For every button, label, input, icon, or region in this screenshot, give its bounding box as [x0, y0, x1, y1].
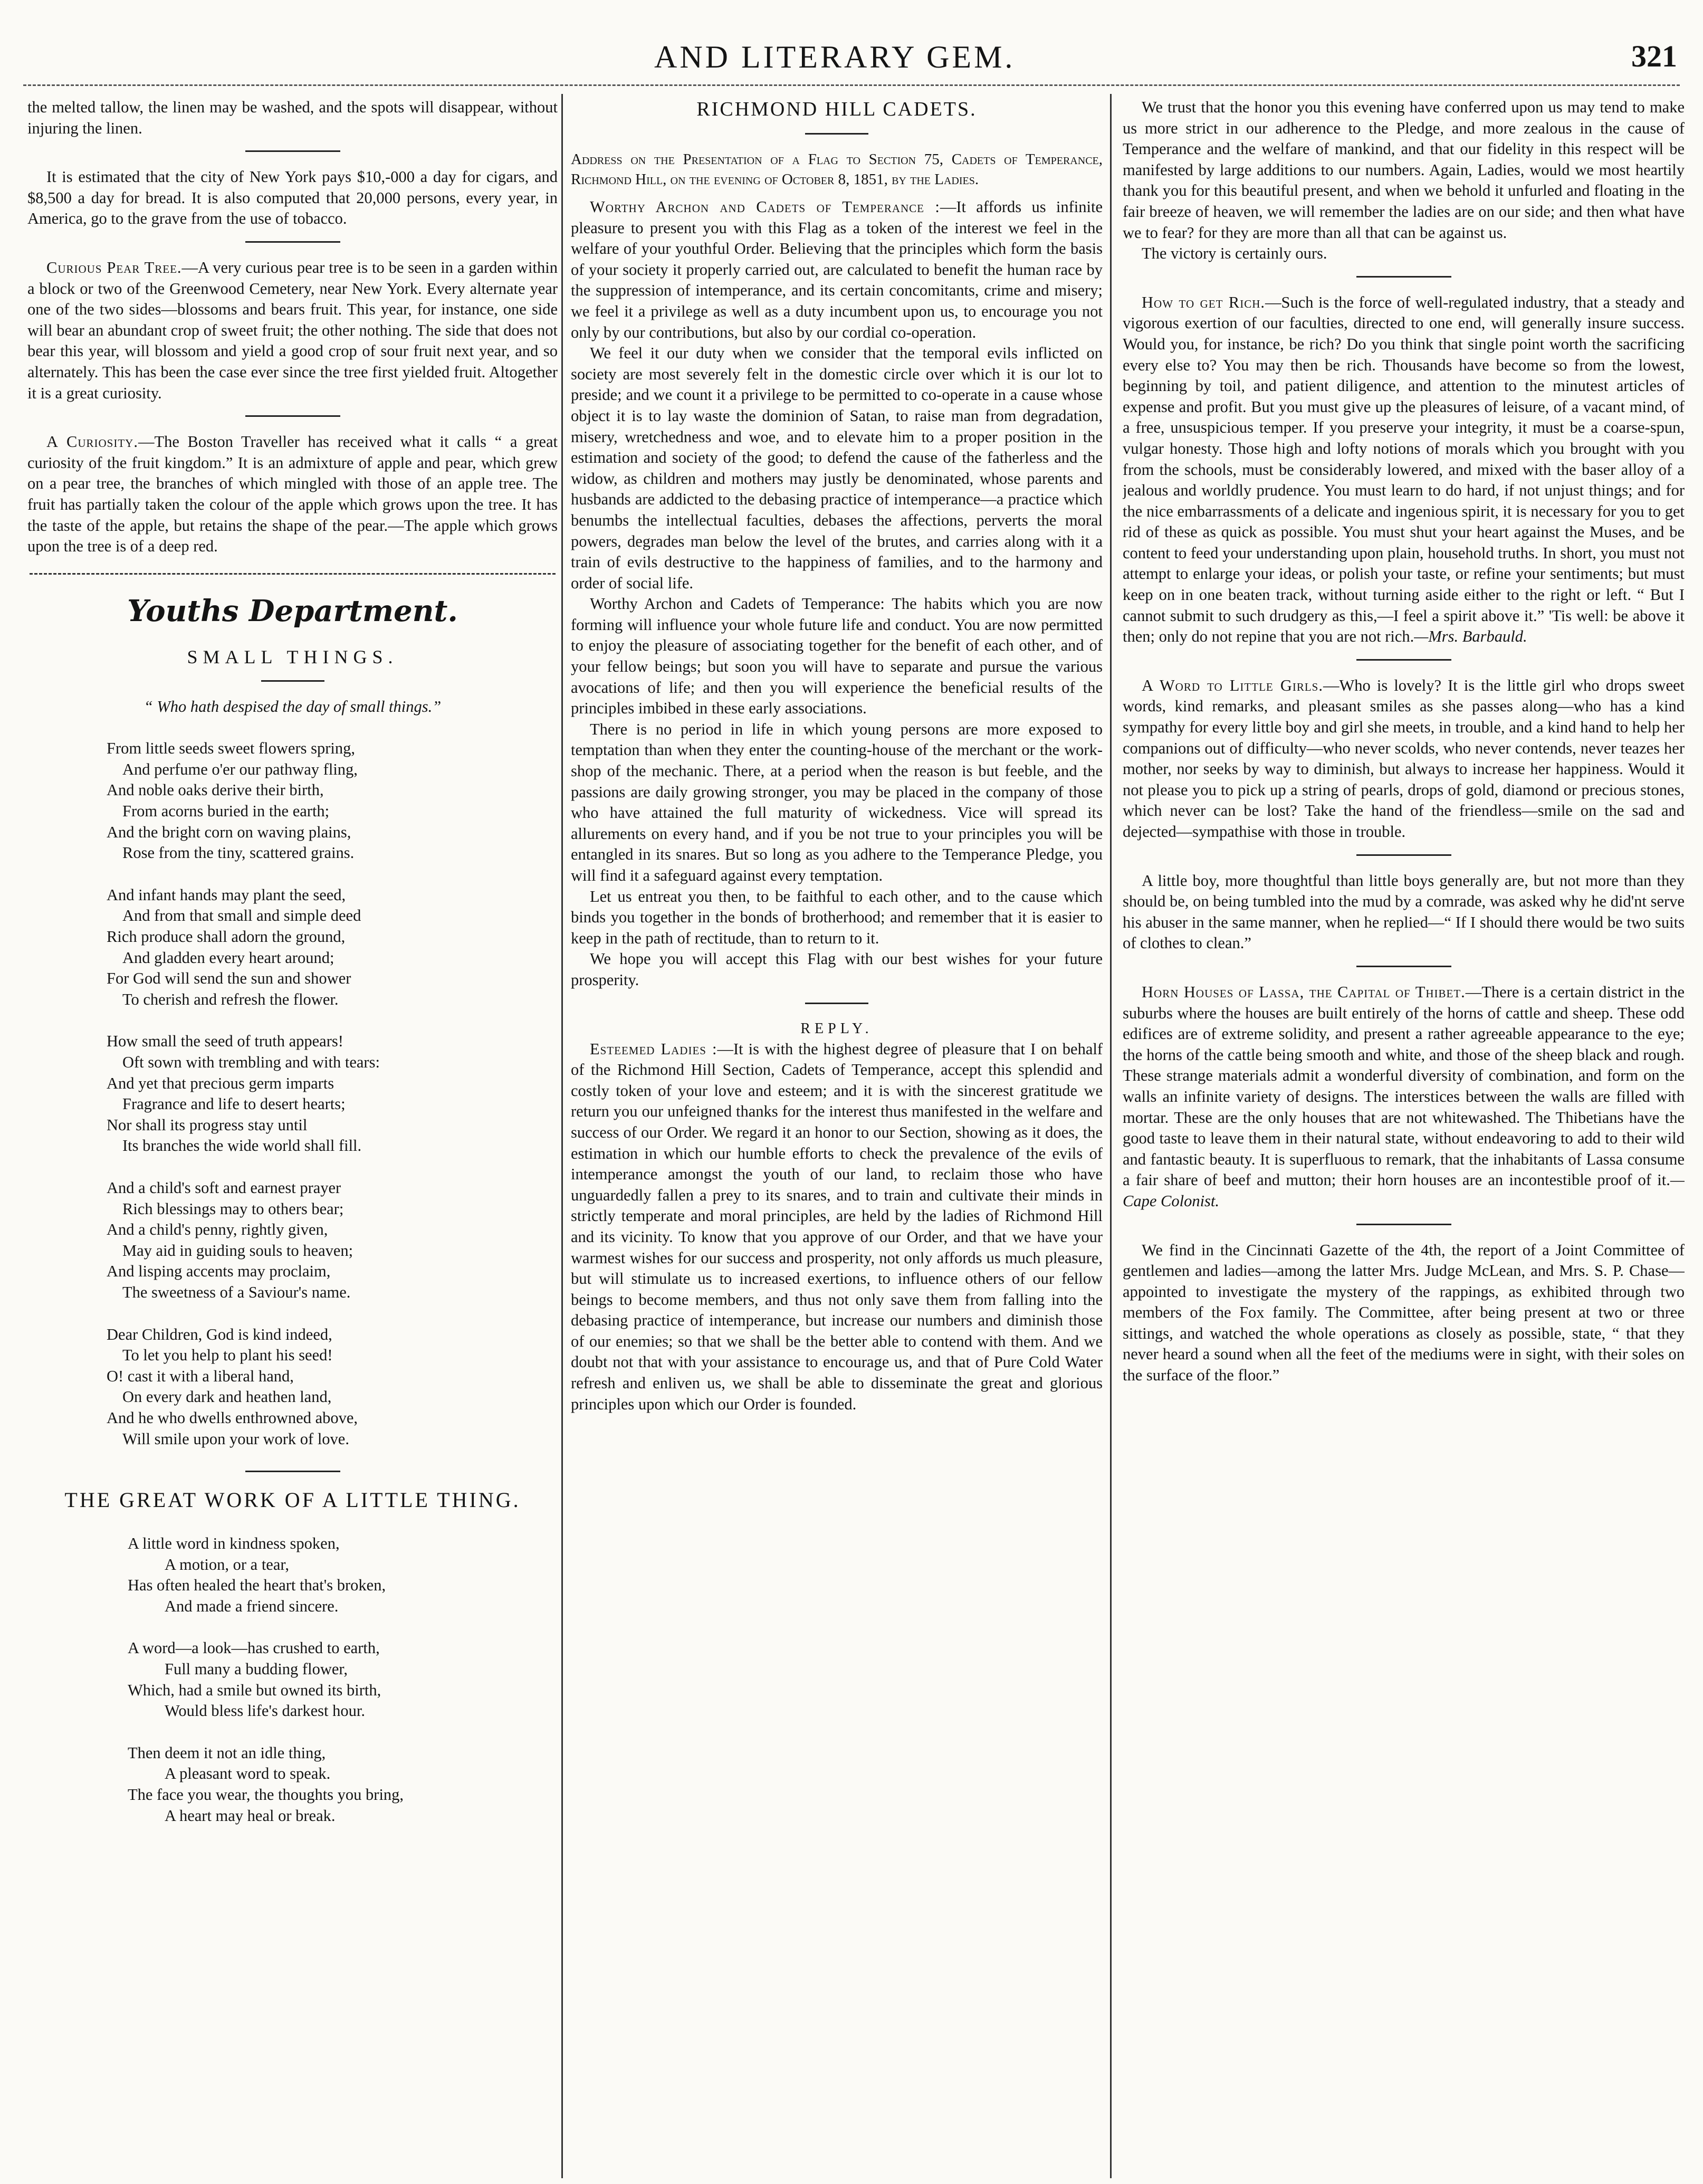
poem-line: Then deem it not an idle thing,: [128, 1743, 326, 1762]
page-number: 321: [1631, 39, 1677, 73]
linen-paragraph: the melted tallow, the linen may be washed, and the spots will disappear, without injuring the linen.: [27, 98, 558, 137]
poem-stanza: [128, 1743, 558, 1826]
poem-line: Fragrance and life to desert hearts;: [122, 1095, 346, 1113]
poem-line: How small the seed of truth appears!: [107, 1032, 343, 1051]
poem-line: A little word in kindness spoken,: [128, 1534, 340, 1553]
department-title: Youths Department.: [127, 593, 458, 628]
poem-line: From little seeds sweet flowers spring,: [107, 739, 355, 758]
small-things-poem: [27, 738, 558, 1449]
horn-houses-article: [1123, 982, 1685, 1212]
horn-houses-author: —Cape Colonist.: [1123, 1171, 1685, 1210]
pear-tree-article: [27, 257, 558, 404]
reply-title: REPLY.: [800, 1020, 873, 1037]
section-divider: [245, 241, 340, 243]
column-divider-2: [1110, 94, 1112, 2178]
poem-line: To let you help to plant his seed!: [122, 1346, 333, 1365]
poem-stanza: [107, 738, 558, 864]
trust-paragraph: We trust that the honor you this evening have conferred upon us may tend to make us more strict in our adherence to the Pledge, and more zealous in the cause of Temperance and the welfare of mankind, and that our fidelity in this respect will be manifested by large additions to our numbers. Again, Ladies, would we most heartily thank you for this beautiful present, and when we behold it unfurled and floating in the fair breeze of heaven, we will remember the ladies are on our side; and then what have we to fear? for they are more than all that can be against us.: [1123, 98, 1685, 242]
get-rich-author: —Mrs. Barbauld.: [1414, 627, 1527, 646]
poem-line: Dear Children, God is kind indeed,: [107, 1325, 332, 1343]
column-left: [27, 97, 558, 2171]
address-salutation: Worthy Archon and Cadets of Temperance :: [590, 198, 940, 216]
address-paragraph-4: There is no period in life in which young persons are more exposed to temptation than when they enter the counting-house of the merchant or the work-shop of the mechanic. There, at a period when the reason is but feeble, and the passions are daily growing stronger, you may be placed in the company of those who have attained the full maturity of wickedness. Vice will spread its allurements on every hand, and if you be not true to your principles you will be entangled in its snares. But so long as you adhere to the Temperance Pledge, you will find it a safeguard against every temptation.: [571, 720, 1103, 884]
running-title: AND LITERARY GEM.: [654, 40, 1016, 74]
poem-line: Rich blessings may to others bear;: [122, 1199, 344, 1218]
curiosity-heading: A Curiosity.: [46, 433, 138, 451]
title-rule: [261, 680, 324, 682]
small-things-epigraph: “ Who hath despised the day of small things.”: [143, 697, 442, 716]
poem-stanza: [128, 1533, 558, 1617]
pear-tree-heading: Curious Pear Tree.: [46, 258, 182, 276]
poem-line: Oft sown with trembling and with tears:: [122, 1053, 380, 1071]
reply-text: —It is with the highest degree of pleasure that I on behalf of the Richmond Hill Section, Cadets of Temperance, accept this splendid and costly token of your love and esteem; and it is with the sincerest gratitude we return you our unfeigned thanks for the interest thus manifested in the welfare and success of our Order. We regard it an honor to our Section, showing as it does, the estimation in which our humble efforts to check the prevalence of the evils of intemperance amongst the youth of our land, to reclaim those who have unguardedly fallen a prey to its snares, and to train and cultivate their minds in strictly temperate and moral principles, are held by the ladies of Richmond Hill and its vicinity. To know that you approve of our Order, and that we have your warmest wishes for our success and prosperity, not only affords us much pleasure, but will stimulate us to increased exertions, to influence others of our fellow beings to become members, and thus not only save them from falling into the debasing practice of intemperance, but increase our numbers and diminish those of our enemies; so that we shall be the better able to contend with them. And we doubt not that with your assistance to encourage us, and that of Pure Cold Water refresh and enliven us, we shall be able to disseminate the great and glorious principles upon which our Order is founded.: [571, 1039, 1103, 1413]
little-girls-text: —Who is lovely? It is the little girl who drops sweet words, kind remarks, and pleasant smiles as she passes along—who has a kind sympathy for every little boy and girl she meets, in trouble, and a kind hand to help her companions out of difficulty—who never scolds, who never contends, never teazes her mother, nor seeks by way to diminish, but always to increase her happiness. Would it not please you to pick up a string of pearls, drops of gold, diamond or precious stones, which never can be lost? Take the hand of the friendless—smile on the sad and dejected—sympathise with those in trouble.: [1123, 676, 1685, 841]
header-rule: [23, 84, 1680, 86]
get-rich-article: [1123, 292, 1685, 647]
poem-line: And a child's penny, rightly given,: [107, 1220, 328, 1239]
curiosity-text: —The Boston Traveller has received what it calls “ a great curiosity of the fruit kingdom.” It is an admixture of apple and pear, which grew on a pear tree, the branches of which mingled with those of an apple tree. The fruit has partially taken the colour of the apple which grows upon the tree. It has the taste of the apple, but retains the shape of the pear.—The apple which grows upon the tree is of a deep red.: [27, 433, 558, 556]
poem-stanza: [107, 885, 558, 1010]
cigars-paragraph: It is estimated that the city of New York pays $10,-000 a day for cigars, and $8,500 a day for bread. It is also computed that 20,000 persons, every year, in America, go to the grave from the use of tobacco.: [27, 168, 558, 228]
poem-line: Its branches the wide world shall fill.: [122, 1137, 362, 1155]
poem-line: The face you wear, the thoughts you bring,: [128, 1786, 404, 1804]
address-paragraph-5: Let us entreat you then, to be faithful to each other, and to the cause which binds you together in the bonds of brotherhood; and remember that it is easier to keep in the path of rectitude, than to return to it.: [571, 887, 1103, 947]
poem-stanza: [107, 1031, 558, 1157]
poem-line: And noble oaks derive their birth,: [107, 781, 324, 799]
poem-line: And a child's soft and earnest prayer: [107, 1178, 341, 1197]
poem-line: And from that small and simple deed: [122, 907, 361, 925]
address-paragraph-3: Worthy Archon and Cadets of Temperance: The habits which you are now forming will influence your whole future life and conduct. You are now permitted to enjoy the pleasure of associating together for the benefit of each other, and of your fellow beings; but soon you will have to separate and pursue the various avocations of life; and then you will experience the beneficial results of the principles imbibed in these early associations.: [571, 595, 1103, 718]
poem-line: And gladden every heart around;: [122, 948, 334, 967]
victory-paragraph: The victory is certainly ours.: [1142, 244, 1327, 263]
poem-line: For God will send the sun and shower: [107, 969, 351, 988]
poem-line: Would bless life's darkest hour.: [165, 1702, 365, 1720]
column-right: [1123, 97, 1685, 2171]
address-text-1: —It affords us infinite pleasure to present you with this Flag as a token of the interest we feel in the welfare of your youthful Order. Believing that the principles which form the basis of your society it properly carried out, are calculated to benefit the human race by the suppression of intemperance, and its certain concomitants, crime and misery; we feel it a privilege as well as a duty incumbent upon us, to encourage you not only by our contributions, but also by our cordial co-operation.: [571, 198, 1103, 341]
little-girls-article: [1123, 675, 1685, 843]
poem-line: And yet that precious germ imparts: [107, 1074, 334, 1092]
horn-houses-heading: Horn Houses of Lassa, the Capital of Thibet.: [1142, 983, 1466, 1001]
section-divider: [1356, 966, 1451, 967]
section-divider: [245, 150, 340, 152]
reply-salutation: Esteemed Ladies :: [590, 1039, 717, 1058]
address-subheading: Address on the Presentation of a Flag to Section 75, Cadets of Temperance, Richmond Hill, on the evening of October 8, 1851, by the Ladies.: [571, 151, 1103, 188]
poem-line: From acorns buried in the earth;: [122, 802, 330, 821]
poem-line: Full many a budding flower,: [165, 1660, 348, 1678]
poem-line: A motion, or a tear,: [165, 1555, 289, 1573]
poem-line: On every dark and heathen land,: [122, 1388, 332, 1406]
curiosity-article: [27, 432, 558, 557]
poem-line: A word—a look—has crushed to earth,: [128, 1639, 380, 1657]
address-paragraph-2: We feel it our duty when we consider that the temporal evils inflicted on society are most severely felt in the domestic circle over which it is our lot to preside; and we count it a privilege to be permitted to co-operate in a cause whose object it is to lay waste the dominion of Satan, to raise man from degradation, misery, wretchedness and woe, and to elevate him to a proper position in the estimation and society of the good; to defend the cause of the fatherless and the widow, as children and mothers may justly be denominated, whose parents and husbands are addicted to the debasing practice of intemperance—a practice which benumbs the intellectual faculties, debases the affections, perverts the moral powers, degrades man below the level of the brutes, and carries along with it a train of evils destructive to the happiness of families, and to the harmony and order of social life.: [571, 344, 1103, 592]
column-divider-1: [561, 94, 563, 2178]
poem-line: And perfume o'er our pathway fling,: [122, 760, 358, 778]
poem-stanza: [128, 1638, 558, 1721]
poem-line: And the bright corn on waving plains,: [107, 823, 351, 841]
poem-line: Which, had a smile but owned its birth,: [128, 1681, 381, 1699]
little-boy-paragraph: A little boy, more thoughtful than little boys generally are, but not more than they should be, on being tumbled into the mud by a comrade, was asked why he did'nt serve his abuser in the same manner, when he replied—“ If I should there would be two suits of clothes to clean.”: [1123, 871, 1685, 952]
poem-line: Nor shall its progress stay until: [107, 1115, 308, 1134]
poem-line: The sweetness of a Saviour's name.: [122, 1283, 351, 1301]
little-girls-heading: A Word to Little Girls.: [1142, 676, 1323, 694]
great-work-poem: [27, 1533, 558, 1826]
get-rich-text: —Such is the force of well-regulated industry, that a steady and vigorous exertion of our faculties, directed to one end, will generally insure success. Would you, for instance, be rich? Do you think that single point worth the sacrificing every else to? You may then be rich. Thousands have become so from the lowest, beginning by toil, and patient diligence, and attention to the minutest articles of expense and profit. But you must give up the pleasures of leisure, of a vacant mind, of a free, unsuspicious temper. If you preserve your integrity, it must be a coarse-spun, vulgar honesty. Those high and lofty notions of morals which you brought with you from the schools, must be considerably lowered, and mixed with the baser alloy of a jealous and worldly prudence. You must learn to do hard, if not unjust things; and for the nice embarrassments of a delicate and ingenious spirit, it is necessary for you to get rid of these as quick as possible. You must shut your heart against the Muses, and be content to feed your understanding upon plain, household truths. In short, you must not attempt to enlarge your ideas, or polish your taste, or refine your sentiments; but must keep on in one beaten track, without turning aside either to the right or left. “ But I cannot submit to such drudgery as this,—I feel a spirit above it.” 'Tis well: be above it then; only do not repine that you are not rich.: [1123, 293, 1685, 646]
poem-line: And made a friend sincere.: [165, 1597, 339, 1615]
section-divider: [1356, 276, 1451, 278]
cincinnati-paragraph: We find in the Cincinnati Gazette of the 4th, the report of a Joint Committee of gentlemen and ladies—among the latter Mrs. Judge McLean, and Mrs. S. P. Chase—appointed to investigate the mystery of the rappings, as exhibited through two members of the Fox family. The Committee, after being present at two or three sittings, and watched the whole operations as closely as possible, state, “ that they never heard a sound when all the feet of the mediums were in sight, with their soles on the surface of the floor.”: [1123, 1241, 1685, 1385]
poem-stanza: [107, 1324, 558, 1450]
horn-houses-text: —There is a certain district in the suburbs where the houses are built entirely of the horns of cattle and sheep. These odd edifices are of extreme solidity, and present a rather agreeable appearance to the eye; the horns of the cattle being smooth and white, and those of the sheep black and rough. These strange materials admit a wonderful diversity of combination, and form on the walls an infinite variety of designs. The interstices between the walls are filled with mortar. These are the only houses that are not whitewashed. The Thibetians have the good taste to leave them in their natural state, without endeavoring to add to their wild and fantastic beauty. It is superfluous to remark, that the inhabitants of Lassa consume a fair share of beef and mutton; their horn houses are an incontestible proof of it.: [1123, 983, 1685, 1189]
poem-line: Has often healed the heart that's broken,: [128, 1576, 386, 1595]
poem-line: A pleasant word to speak.: [165, 1765, 331, 1783]
small-things-title: SMALL THINGS.: [187, 646, 398, 667]
page-header: [0, 0, 1703, 74]
get-rich-heading: How to get Rich.: [1142, 293, 1266, 311]
poem-line: Rose from the tiny, scattered grains.: [122, 844, 355, 862]
title-rule: [805, 133, 868, 135]
richmond-hill-title: RICHMOND HILL CADETS.: [696, 98, 977, 120]
pear-tree-text: —A very curious pear tree is to be seen in a garden within a block or two of the Greenwood Cemetery, near New York. Every alternate year one of the two sides—blossoms and bears fruit. This year, for instance, one side will bear an abundant crop of sweet fruit; the other nothing. The side that does not bear this year, will blossom and yield a good crop of sour fruit next year, and so alternately. This has been the case ever since the tree first yielded fruit. Altogether it is a great curiosity.: [27, 258, 558, 402]
great-work-title: THE GREAT WORK OF A LITTLE THING.: [64, 1488, 521, 1512]
section-divider: [245, 415, 340, 417]
poem-line: Will smile upon your work of love.: [122, 1429, 349, 1448]
poem-line: And he who dwells enthrowned above,: [107, 1408, 358, 1427]
poem-line: May aid in guiding souls to heaven;: [122, 1241, 353, 1260]
reply-paragraph: [571, 1039, 1103, 1415]
section-divider: [1356, 1224, 1451, 1225]
section-divider: [1356, 854, 1451, 856]
dashed-rule: [30, 573, 556, 575]
poem-stanza: [107, 1178, 558, 1303]
poem-line: Rich produce shall adorn the ground,: [107, 928, 346, 946]
section-divider: [805, 1003, 868, 1004]
poem-line: And lisping accents may proclaim,: [107, 1262, 331, 1281]
poem-line: A heart may heal or break.: [165, 1806, 336, 1825]
poem-line: O! cast it with a liberal hand,: [107, 1367, 294, 1385]
poem-line: To cherish and refresh the flower.: [122, 990, 339, 1008]
column-middle: [571, 97, 1103, 2171]
address-paragraph-1: [571, 197, 1103, 343]
address-paragraph-6: We hope you will accept this Flag with our best wishes for your future prosperity.: [571, 950, 1103, 989]
section-divider: [245, 1471, 340, 1472]
section-divider: [1356, 659, 1451, 661]
poem-line: And infant hands may plant the seed,: [107, 885, 346, 904]
